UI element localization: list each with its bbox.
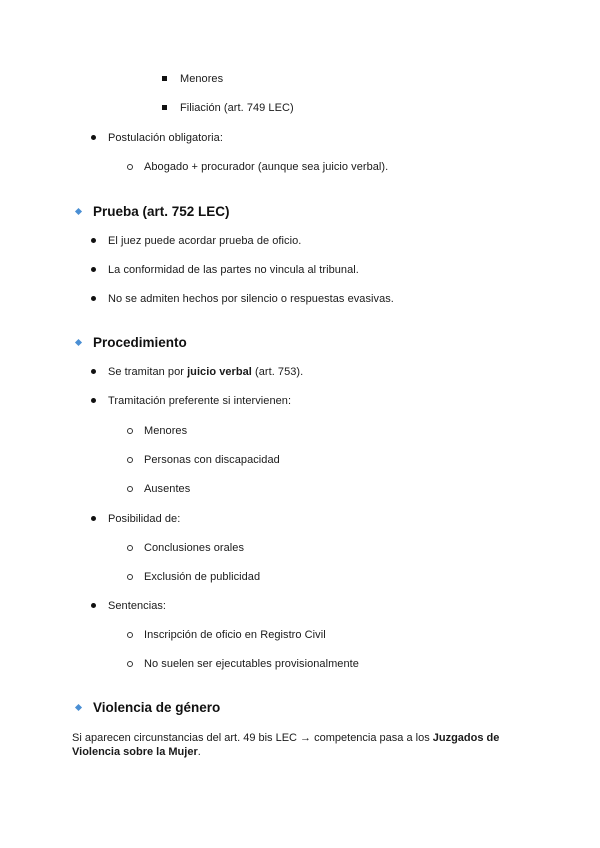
diamond-bullet-icon bbox=[75, 208, 82, 215]
circle-bullet-icon bbox=[127, 661, 133, 667]
disc-bullet-icon bbox=[91, 516, 96, 521]
disc-bullet-icon bbox=[91, 369, 96, 374]
circle-bullet-icon bbox=[127, 574, 133, 580]
diamond-bullet-icon bbox=[75, 339, 82, 346]
list-item: Conclusiones orales bbox=[144, 542, 245, 554]
disc-bullet-icon bbox=[91, 238, 96, 243]
circle-bullet-icon bbox=[127, 428, 133, 434]
list-item: Posibilidad de: bbox=[108, 513, 181, 525]
paragraph: Si aparecen circunstancias del art. 49 bis LEC → competencia pasa a los Juzgados de Violencia sobre la Mujer. bbox=[72, 732, 500, 758]
list-item: Filiación (art. 749 LEC) bbox=[180, 102, 294, 114]
list-item: No se admiten hechos por silencio o respuestas evasivas. bbox=[108, 293, 394, 305]
diamond-bullet-icon bbox=[75, 704, 82, 711]
list-item: Abogado + procurador (aunque sea juicio verbal). bbox=[144, 161, 389, 173]
list-item: Menores bbox=[180, 73, 224, 85]
list-item: Menores bbox=[144, 425, 188, 437]
list-item: La conformidad de las partes no vincula al tribunal. bbox=[108, 264, 359, 276]
list-item: No suelen ser ejecutables provisionalmente bbox=[144, 658, 359, 670]
list-item: Sentencias: bbox=[108, 600, 167, 612]
list-item: Inscripción de oficio en Registro Civil bbox=[144, 629, 326, 641]
list-item: El juez puede acordar prueba de oficio. bbox=[108, 235, 302, 247]
disc-bullet-icon bbox=[91, 296, 96, 301]
list-item: Personas con discapacidad bbox=[144, 454, 280, 466]
section-heading-prueba: Prueba (art. 752 LEC) bbox=[93, 204, 230, 219]
square-bullet-icon bbox=[162, 105, 167, 110]
disc-bullet-icon bbox=[91, 135, 96, 140]
disc-bullet-icon bbox=[91, 603, 96, 608]
list-item: Exclusión de publicidad bbox=[144, 571, 261, 583]
list-item: Tramitación preferente si intervienen: bbox=[108, 395, 292, 407]
square-bullet-icon bbox=[162, 76, 167, 81]
circle-bullet-icon bbox=[127, 545, 133, 551]
circle-bullet-icon bbox=[127, 486, 133, 492]
disc-bullet-icon bbox=[91, 267, 96, 272]
list-item: Ausentes bbox=[144, 483, 191, 495]
circle-bullet-icon bbox=[127, 632, 133, 638]
list-item: Se tramitan por juicio verbal (art. 753). bbox=[108, 366, 304, 378]
circle-bullet-icon bbox=[127, 164, 133, 170]
section-heading-procedimiento: Procedimiento bbox=[93, 335, 187, 350]
disc-bullet-icon bbox=[91, 398, 96, 403]
section-heading-violencia: Violencia de género bbox=[93, 700, 221, 715]
circle-bullet-icon bbox=[127, 457, 133, 463]
list-item: Postulación obligatoria: bbox=[108, 132, 223, 144]
